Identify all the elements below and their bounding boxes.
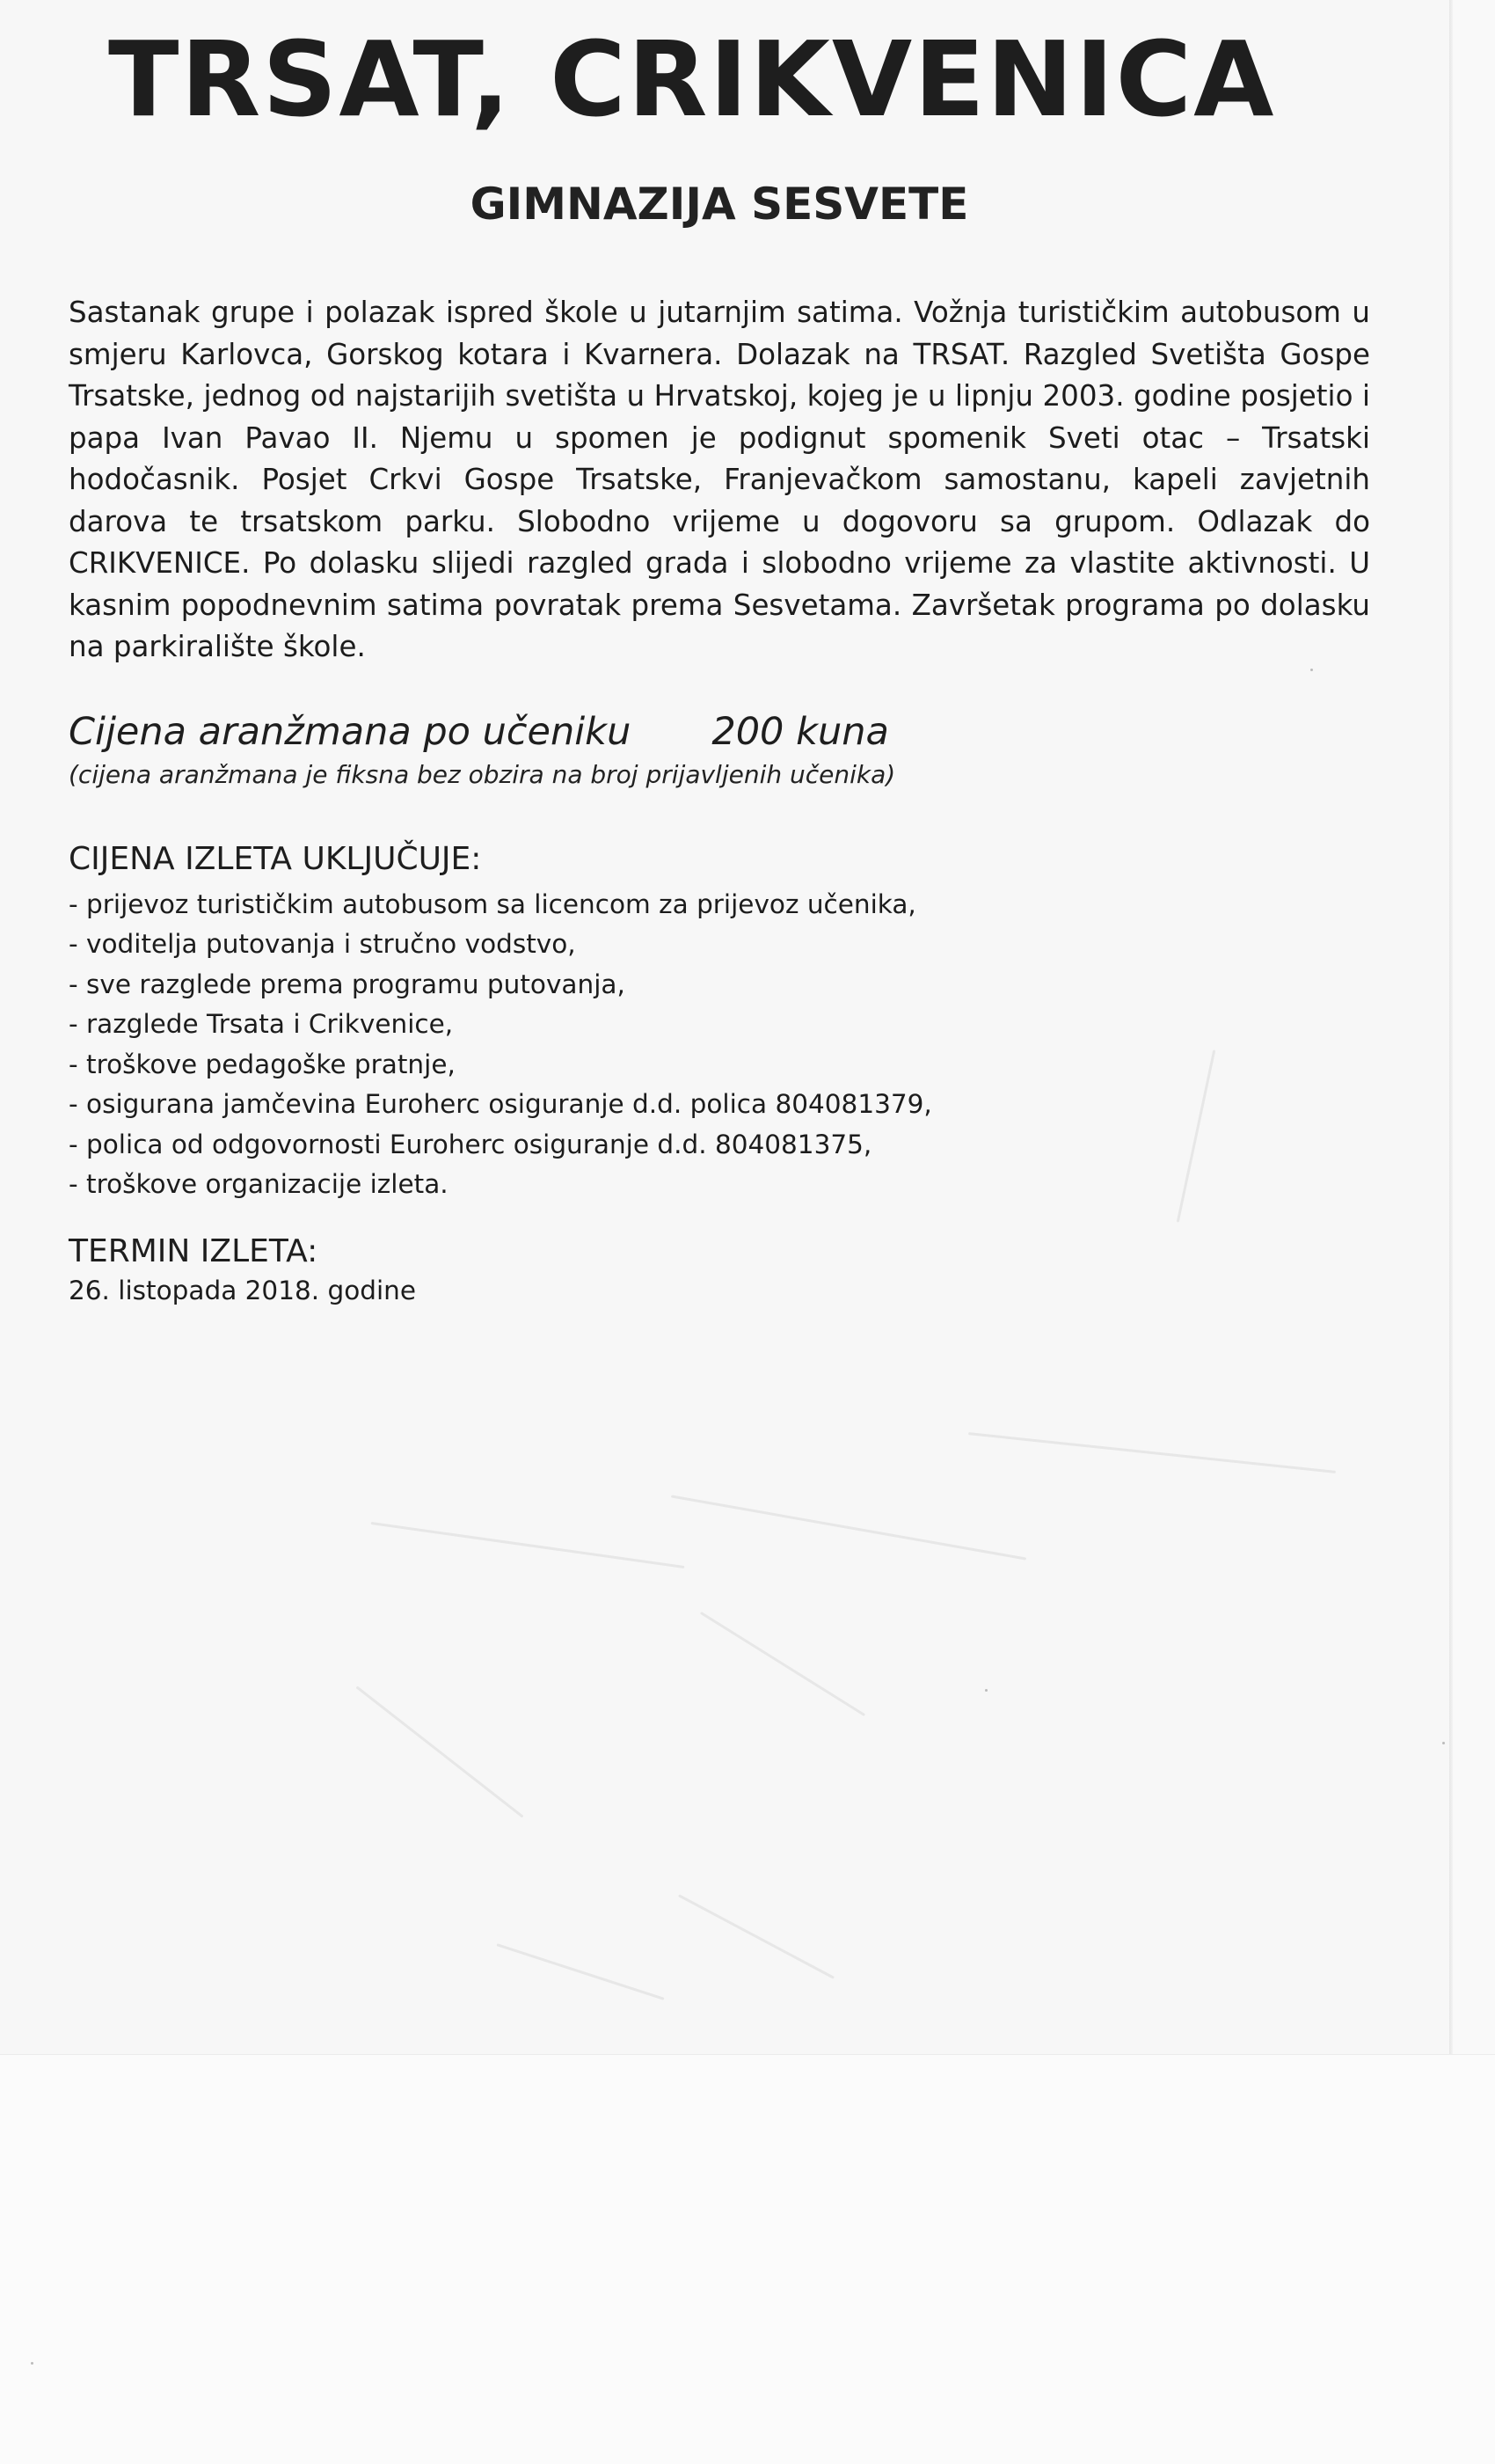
price-note: (cijena aranžmana je fiksna bez obzira na broj prijavljenih učenika) xyxy=(69,759,896,789)
price-value: 200 kuna xyxy=(711,709,889,754)
scan-speck xyxy=(31,2362,33,2365)
scan-margin-right xyxy=(1453,0,1495,2054)
price-line xyxy=(69,709,1370,755)
list-item: - osigurana jamčevina Euroherc osiguranje d.d. polica 804081379, xyxy=(69,1089,932,1119)
list-item: - troškove organizacije izleta. xyxy=(69,1169,448,1199)
scan-speck xyxy=(985,1689,988,1692)
list-item: - voditelja putovanja i stručno vodstvo, xyxy=(69,929,576,959)
list-item: - polica od odgovornosti Euroherc osiguranje d.d. 804081375, xyxy=(69,1129,872,1159)
document-content xyxy=(69,18,1370,1309)
price-label: Cijena aranžmana po učeniku xyxy=(69,709,631,754)
scan-speck xyxy=(1442,1742,1445,1744)
list-item: - troškove pedagoške pratnje, xyxy=(69,1049,456,1079)
scan-margin-bottom xyxy=(0,2054,1495,2464)
itinerary-paragraph: Sastanak grupe i polazak ispred škole u jutarnjim satima. Vožnja turističkim autobusom u smjeru Karlovca, Gorskog kotara i Kvarnera. Dolazak na TRSAT. Razgled Svetišta Gospe Trsatske, jednog od najstarijih svetišta u Hrvatskoj, kojeg je u lipnju 2003. godine posjetio i papa Ivan Pavao II. Njemu u spomen je podignut spomenik Sveti otac – Trsatski hodočasnik. Posjet Crkvi Gospe Trsatske, Franjevačkom samostanu, kapeli zavjetnih darova te trsatskom parku. Slobodno vrijeme u dogovoru sa grupom. Odlazak do CRIKVENICE. Po dolasku slijedi razgled grada i slobodno vrijeme za vlastite aktivnosti. U kasnim popodnevnim satima povratak prema Sesvetama. Završetak programa po dolasku na parkiralište škole. xyxy=(69,296,1370,663)
term-date: 26. listopada 2018. godine xyxy=(69,1275,417,1305)
includes-list xyxy=(69,885,1370,1205)
term-heading: TERMIN IZLETA: xyxy=(69,1232,318,1269)
list-item: - razglede Trsata i Crikvenice, xyxy=(69,1009,454,1039)
includes-heading: CIJENA IZLETA UKLJUČUJE: xyxy=(69,840,482,877)
school-name: GIMNAZIJA SESVETE xyxy=(470,179,969,230)
list-item: - prijevoz turističkim autobusom sa licencom za prijevoz učenika, xyxy=(69,888,916,919)
list-item: - sve razglede prema programu putovanja, xyxy=(69,969,625,999)
document-title: TRSAT, CRIKVENICA xyxy=(108,18,1276,140)
